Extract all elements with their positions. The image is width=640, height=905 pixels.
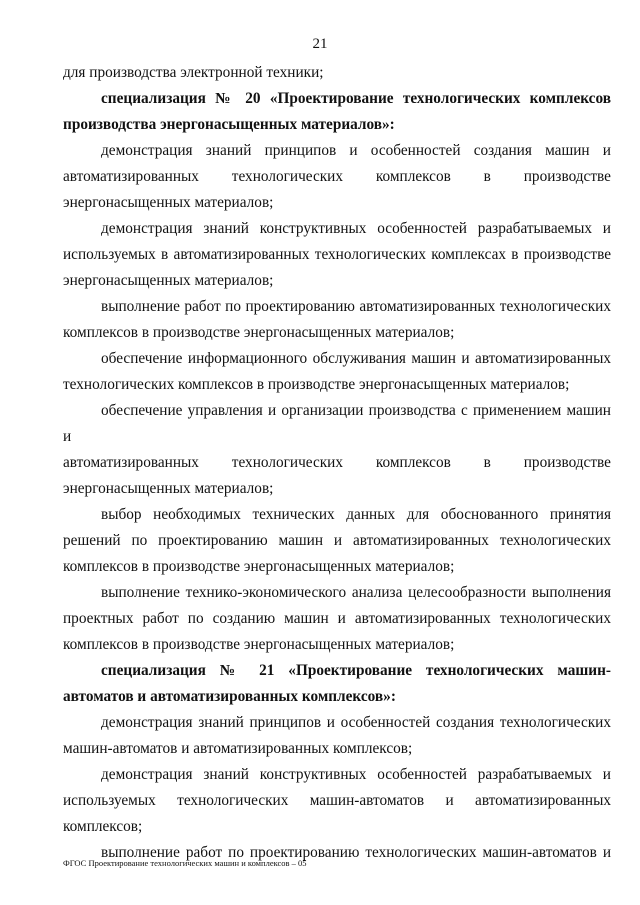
paragraph-9-line-2 [63, 788, 611, 814]
word: и [445, 792, 454, 809]
paragraph-7: выполнение технико-экономического анализа целесообразности выполнения проектных работ по созданию машин и автоматизированных технологических комплексов в производстве энергонасыщенных материалов; [63, 584, 611, 653]
page-number: 21 [312, 36, 328, 52]
paragraph-1-line-3: энергонасыщенных материалов; [63, 194, 274, 211]
paragraph-9-line-1: демонстрация знаний конструктивных особенностей разрабатываемых и [101, 766, 611, 783]
word: комплексов [375, 454, 451, 471]
paragraph-5-line-1: обеспечение управления и организации производства с применением машин и [63, 402, 611, 445]
word: технологических [231, 454, 343, 471]
paragraph-5-line-2 [63, 450, 611, 476]
word: автоматизированных [475, 792, 611, 809]
paragraph-9-line-3: комплексов; [63, 818, 143, 835]
word: используемых [63, 792, 156, 809]
word: технологических [177, 792, 289, 809]
word: в [483, 454, 491, 471]
paragraph-2: демонстрация знаний конструктивных особенностей разрабатываемых и используемых в автоматизированных технологических комплексах в производстве энергонасыщенных материалов; [63, 220, 611, 289]
paragraph-3: выполнение работ по проектированию автоматизированных технологических комплексов в производстве энергонасыщенных материалов; [63, 298, 611, 341]
specialization-20-heading: специализация № 20 «Проектирование технологических комплексов производства энергонасыщенных материалов»: [63, 90, 611, 133]
word: комплексов [375, 168, 451, 185]
paragraph-1-line-1: демонстрация знаний принципов и особенностей создания машин и [101, 142, 611, 159]
paragraph-1-line-2 [63, 164, 611, 190]
word: производстве [523, 168, 611, 185]
paragraph-8: демонстрация знаний принципов и особенностей создания технологических машин-автоматов и автоматизированных комплексов; [63, 714, 611, 757]
specialization-21-heading: специализация № 21 «Проектирование технологических машин-автоматов и автоматизированных комплексов»: [63, 662, 611, 705]
paragraph-10: выполнение работ по проектированию технологических машин-автоматов и [101, 844, 611, 861]
paragraph-5-line-3: энергонасыщенных материалов; [63, 480, 274, 497]
body-text [63, 60, 611, 866]
word: в [483, 168, 491, 185]
paragraph-continuation: для производства электронной техники; [63, 64, 324, 81]
word: автоматизированных [63, 454, 199, 471]
paragraph-4: обеспечение информационного обслуживания машин и автоматизированных технологических комплексов в производстве энергонасыщенных материалов; [63, 350, 611, 393]
footer-text: ФГОС Проектирование технологических машин и комплексов – 05 [63, 858, 307, 868]
word: машин-автоматов [309, 792, 425, 809]
word: технологических [231, 168, 343, 185]
word: производстве [523, 454, 611, 471]
word: автоматизированных [63, 168, 199, 185]
paragraph-6: выбор необходимых технических данных для обоснованного принятия решений по проектированию машин и автоматизированных технологических комплексов в производстве энергонасыщенных материалов; [63, 506, 611, 575]
